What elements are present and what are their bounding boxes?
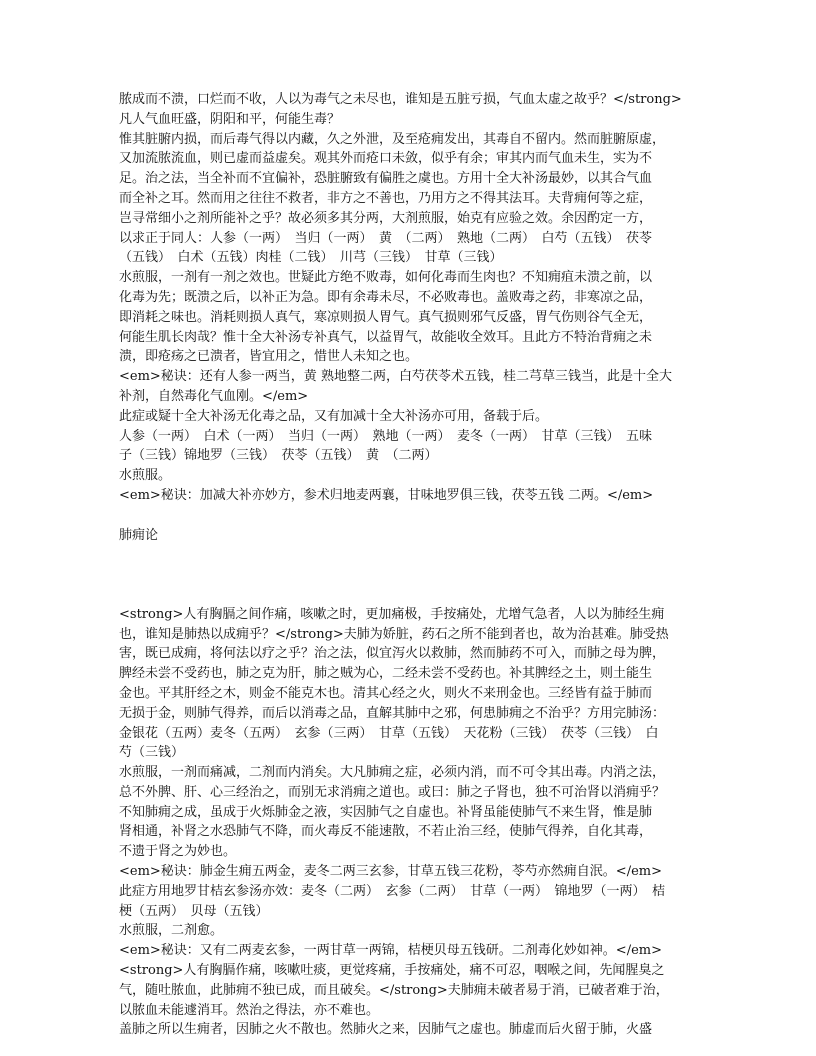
text-line: <strong>人有胸膈作痛，咳嗽吐痰，更觉疼痛，手按痛处，痛不可忍，咽喉之间，先闻腥臭之: [119, 963, 665, 979]
spacer: [119, 545, 701, 604]
text-line: 子（三钱）锦地罗（三钱） 茯苓（五钱） 黄 （二两）: [119, 448, 438, 464]
text-line: 水煎服，二剂愈。: [119, 923, 224, 939]
text-line: 化毒为先；既溃之后，以补正为急。即有余毒未尽，不必败毒也。盖败毒之药，非寒凉之品，: [119, 289, 653, 305]
treatise-block-lung-abscess: [119, 605, 701, 1041]
text-line: 盖肺之所以生痈者，因肺之火不散也。然肺火之来，因肺气之虚也。肺虚而后火留于肺，火盛: [119, 1022, 653, 1038]
text-line: <em>秘诀：又有二两麦玄参，一两甘草一两锦，桔梗贝母五钱研。二剂毒化妙如神。</em>: [119, 943, 662, 959]
text-line: 此症或疑十全大补汤无化毒之品，又有加减十全大补汤亦可用，备载于后。: [119, 408, 549, 424]
text-line: 脾经未尝不受药也，肺之克为肝，肺之贼为心，二经未尝不受药也。补其脾经之土，则土能生: [119, 666, 653, 682]
text-line: 而全补之耳。然而用之往往不救者，非方之不善也，乃用方之不得其法耳。夫背痈何等之症，: [119, 190, 653, 206]
text-line: 水煎服，一剂而痛减，二剂而内消矣。大凡肺痈之症，必须内消，而不可令其出毒。内消之法，: [119, 765, 666, 781]
text-line: 无损于金，则肺气得养，而后以消毒之品，直解其肺中之邪，何患肺痈之不治乎？方用完肺汤：: [119, 705, 666, 721]
text-line: 即消耗之味也。消耗则损人真气，寒凉则损人胃气。真气损则邪气反盛，胃气伤则谷气全无，: [119, 309, 653, 325]
text-line: 足。治之法，当全补而不宜偏补，恐脏腑致有偏胜之虞也。方用十全大补汤最妙，以其合气血: [119, 171, 653, 187]
text-line: 人参（一两） 白术（一两） 当归（一两） 熟地（一两） 麦冬（一两） 甘草（三钱） 五味: [119, 428, 653, 444]
text-line: 惟其脏腑内损，而后毒气得以内藏，久之外泄，及至疮痈发出，其毒自不留内。然而脏腑原虚，: [119, 131, 666, 147]
document-page: [119, 90, 701, 1040]
text-line: <em>秘诀：还有人参一两当，黄 熟地整二两，白芍茯苓术五钱，桂二芎草三钱当，此是十全大: [119, 369, 672, 385]
text-line: 凡人气血旺盛，阴阳和平，何能生毒？: [119, 111, 341, 127]
text-line: 总不外脾、肝、心三经治之，而别无求消痈之道也。或曰：肺之子肾也，独不可治肾以消痈乎？: [119, 784, 666, 800]
text-line: 梗（五两） 贝母（五钱）: [119, 903, 269, 919]
text-line: 补剂，自然毒化气血刚。</em>: [119, 388, 309, 404]
text-line: 脓成而不溃，口烂而不收，人以为毒气之未尽也，谁知是五脏亏损，气血太虚之故乎？</strong>: [119, 92, 682, 107]
text-line: 不遗于肾之为妙也。: [119, 844, 237, 860]
text-line: 此症方用地罗甘桔玄参汤亦效：麦冬（二两） 玄参（二两） 甘草（一两） 锦地罗（一两） 桔: [119, 883, 666, 899]
text-line: <em>秘诀：肺金生痈五两金，麦冬二两三玄参，甘草五钱三花粉，苓芍亦然痈自泯。</em>: [119, 864, 662, 880]
text-line: <strong>人有胸膈之间作痛，咳嗽之时，更加痛极，手按痛处，尤增气急者，人以为肺经生痈: [119, 606, 665, 622]
text-line: 金银花（五两）麦冬（五两） 玄参（三两） 甘草（五钱） 天花粉（三钱） 茯苓（三钱） 白: [119, 725, 659, 741]
text-line: （五钱） 白术（五钱）肉桂（二钱） 川芎（三钱） 甘草（三钱）: [119, 250, 503, 266]
text-line: 气，随吐脓血，此肺痈不独已成，而且破矣。</strong>夫肺痈未破者易于消，已破者难于治，: [119, 982, 669, 998]
text-line: 又加流脓流血，则已虚而益虚矣。观其外而疮口未敛，似乎有余；审其内而气血未生，实为不: [119, 151, 653, 167]
text-line: 害，既已成痈，将何法以疗之乎？治之法，似宜泻火以救肺，然而肺药不可入，而肺之母为脾，: [119, 646, 666, 662]
text-line: 肾相通，补肾之水恐肺气不降，而火毒反不能速散，不若止治三经，使肺气得养，自化其毒，: [119, 824, 653, 840]
section-title: 肺痈论: [119, 527, 159, 543]
text-line: 何能生肌长肉哉？惟十全大补汤专补真气，以益胃气，故能收全效耳。且此方不特治背痈之未: [119, 329, 653, 345]
text-line: <em>秘诀：加减大补亦妙方，参术归地麦两襄，甘味地罗俱三钱，茯苓五钱 二两。</em>: [119, 487, 654, 503]
text-line: 岂寻常细小之剂所能补之乎？故必须多其分两，大剂煎服，始克有应验之效。余因酌定一方，: [119, 210, 653, 226]
text-line: 以脓血未能遽消耳。然治之得法，亦不难也。: [119, 1002, 380, 1018]
text-line: 水煎服，一剂有一剂之效也。世疑此方绝不败毒，如何化毒而生肉也？不知痈疽未溃之前，以: [119, 270, 653, 286]
treatise-block-back-abscess: [119, 90, 701, 506]
text-line: 也，谁知是肺热以成痈乎？</strong>夫肺为娇脏，药石之所不能到者也，故为治甚难。肺受热: [119, 626, 669, 642]
text-line: 水煎服。: [119, 468, 172, 484]
text-line: 芍（三钱）: [119, 745, 185, 761]
text-line: 以求正于同人：人参（一两） 当归（一两） 黄 （二两） 熟地（二两） 白芍（五钱） 茯苓: [119, 230, 653, 246]
text-line: 溃，即疮疡之已溃者，皆宜用之，惜世人未知之也。: [119, 349, 419, 365]
text-line: 不知肺痈之成，虽成于火烁肺金之液，实因肺气之自虚也。补肾虽能使肺气不来生肾，惟是肺: [119, 804, 653, 820]
spacer: [119, 506, 701, 526]
text-line: 金也。平其肝经之木，则金不能克木也。清其心经之火，则火不来刑金也。三经皆有益于肺而: [119, 685, 653, 701]
